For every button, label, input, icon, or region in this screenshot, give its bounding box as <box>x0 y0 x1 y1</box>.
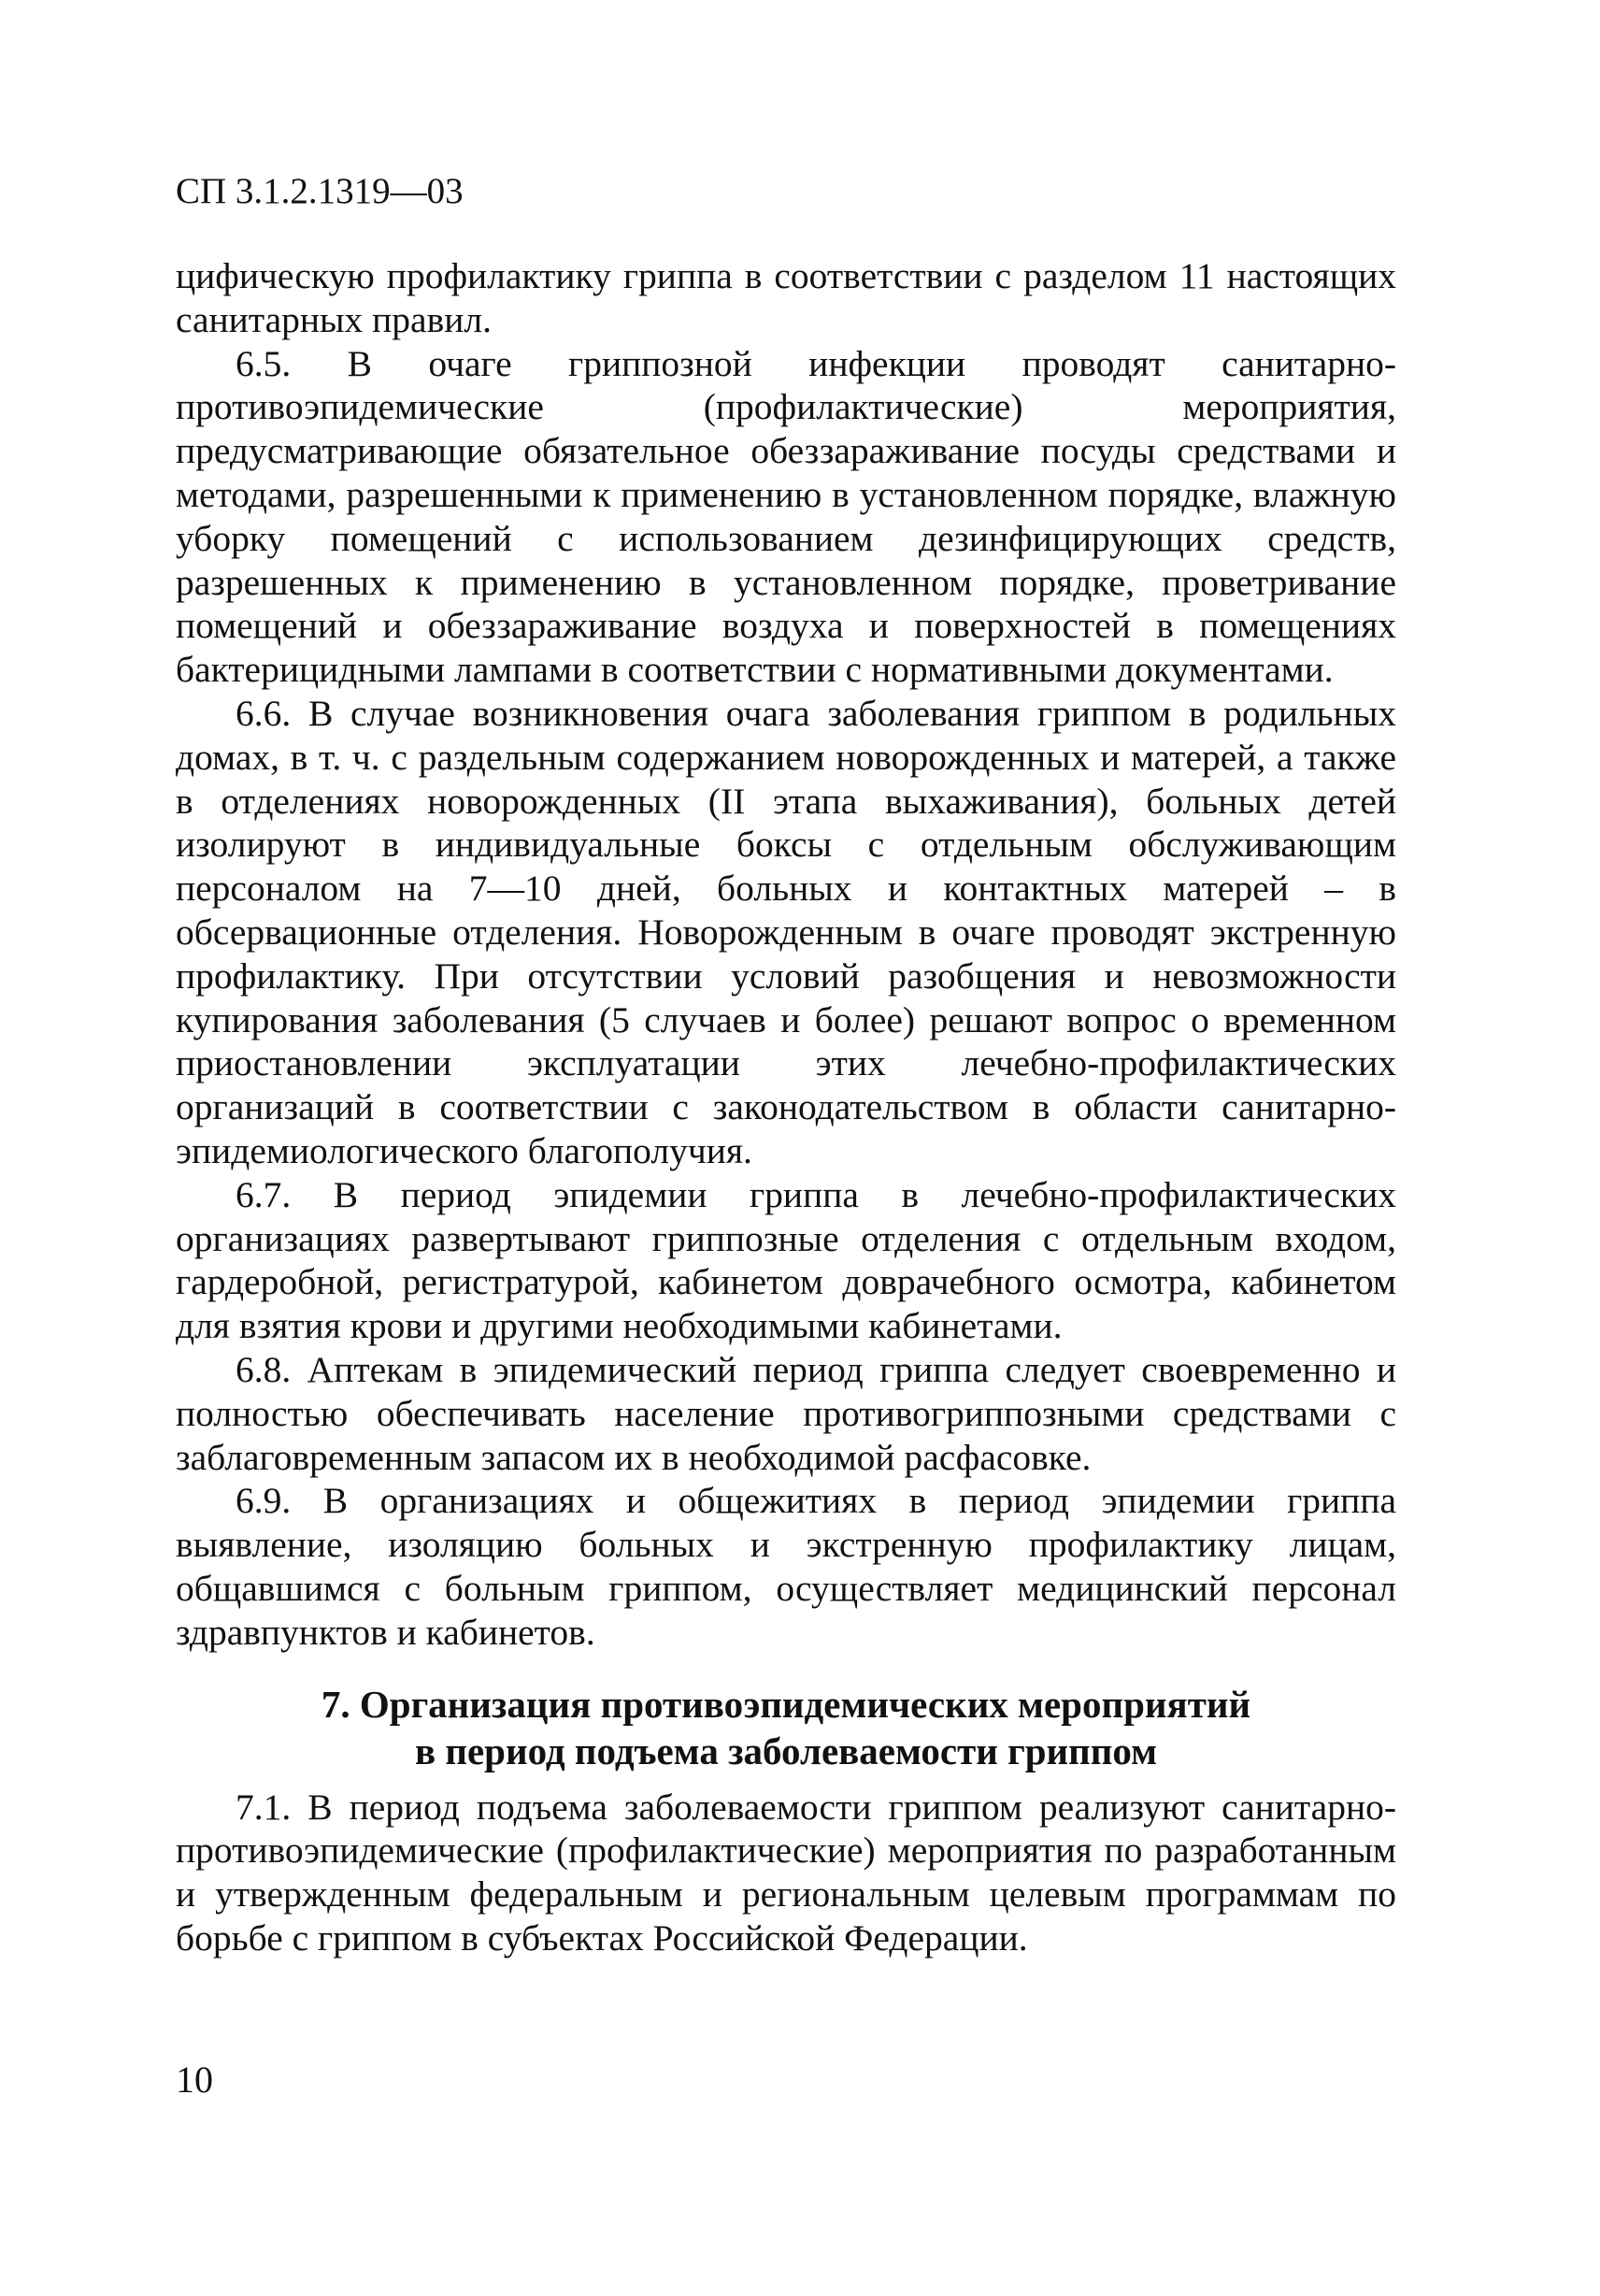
paragraph-6-6: 6.6. В случае возникновения очага заболевания гриппом в родильных домах, в т. ч. с раздельным содержанием новорожденных и матерей, а также в отделениях новорожденных (II этапа выхаживания), больных детей изолируют в индивидуальные боксы с отдельным обслуживающим персоналом на 7—10 дней, больных и контактных матерей – в обсервационные отделения. Новорожденным в очаге проводят экстренную профилактику. При отсутствии условий разобщения и невозможности купирования заболевания (5 случаев и более) решают вопрос о временном приостановлении эксплуатации этих лечебно-профилактических организаций в соответствии с законодательством в области санитарно-эпидемиологического благополучия. <box>176 692 1396 1171</box>
paragraph-6-7: 6.7. В период эпидемии гриппа в лечебно-профилактических организациях развертывают гриппозные отделения с отдельным входом, гардеробной, регистратурой, кабинетом доврачебного осмотра, кабинетом для взятия крови и другими необходимыми кабинетами. <box>176 1173 1396 1347</box>
paragraph-6-9: 6.9. В организациях и общежитиях в период эпидемии гриппа выявление, изоляцию больных и экстренную профилактику лицам, общавшимся с больным гриппом, осуществляет медицинский персонал здравпунктов и кабинетов. <box>176 1480 1396 1653</box>
paragraph-6-5: 6.5. В очаге гриппозной инфекции проводят санитарно-противоэпидемические (профилактические) мероприятия, предусматривающие обязательное обеззараживание посуды средствами и методами, разрешенными к применению в установленном порядке, влажную уборку помещений с использованием дезинфицирующих средств, разрешенных к применению в установленном порядке, проветривание помещений и обеззараживание воздуха и поверхностей в помещениях бактерицидными лампами в соответствии с нормативными документами. <box>176 342 1396 691</box>
document-code: СП 3.1.2.1319—03 <box>176 171 464 211</box>
section-7-title-line-2: в период подъема заболеваемости гриппом <box>414 1729 1158 1772</box>
section-7-heading <box>176 1681 1396 1774</box>
paragraph-7-1: 7.1. В период подъема заболеваемости гриппом реализуют санитарно-противоэпидемические (профилактические) мероприятия по разработанным и утвержденным федеральным и региональным целевым программам по борьбе с гриппом в субъектах Российской Федерации. <box>176 1786 1396 1959</box>
page-number: 10 <box>176 2059 213 2101</box>
document-body <box>176 254 1396 1960</box>
section-7-title-line-1: 7. Организация противоэпидемических мероприятий <box>321 1682 1251 1726</box>
paragraph-continuation: цифическую профилактику гриппа в соответствии с разделом 11 настоящих санитарных правил. <box>176 255 1396 340</box>
paragraph-6-8: 6.8. Аптекам в эпидемический период гриппа следует своевременно и полностью обеспечивать население противогриппозными средствами с заблаговременным запасом их в необходимой расфасовке. <box>176 1348 1396 1478</box>
